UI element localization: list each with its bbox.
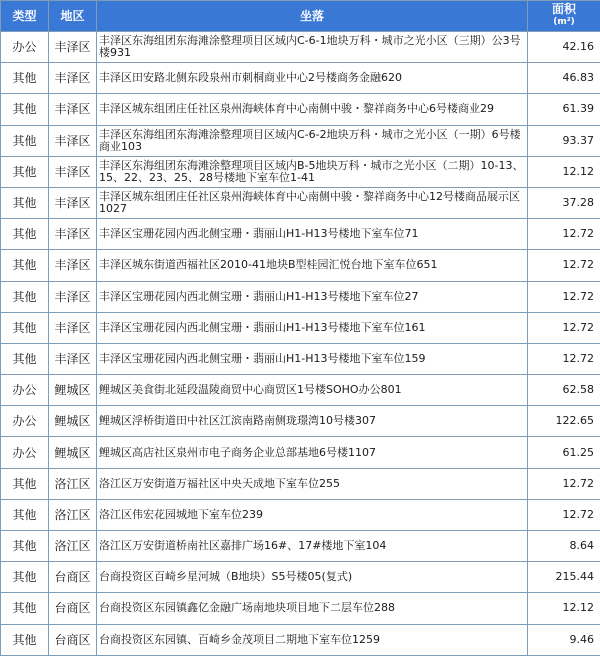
cell-location: 台商投资区东园镇鑫亿金融广场南地块项目地下二层车位288	[97, 593, 528, 624]
cell-location: 洛江区万安街道万福社区中央天成地下室车位255	[97, 468, 528, 499]
cell-type: 办公	[1, 32, 49, 63]
cell-district: 丰泽区	[49, 250, 97, 281]
cell-type: 其他	[1, 156, 49, 187]
cell-type: 其他	[1, 531, 49, 562]
table-row	[1, 624, 600, 655]
header-district: 地区	[49, 1, 97, 32]
cell-district: 丰泽区	[49, 63, 97, 94]
table-row	[1, 250, 600, 281]
cell-area: 12.72	[528, 281, 600, 312]
cell-type: 其他	[1, 281, 49, 312]
cell-district: 洛江区	[49, 531, 97, 562]
header-area-label: 面积	[552, 2, 576, 16]
cell-area: 62.58	[528, 375, 600, 406]
cell-type: 办公	[1, 406, 49, 437]
header-area-unit: (m²)	[530, 16, 598, 29]
cell-type: 办公	[1, 437, 49, 468]
cell-type: 其他	[1, 499, 49, 530]
cell-type: 其他	[1, 94, 49, 125]
table-row	[1, 187, 600, 218]
cell-area: 46.83	[528, 63, 600, 94]
table-row	[1, 32, 600, 63]
cell-area: 12.72	[528, 343, 600, 374]
cell-area: 9.46	[528, 624, 600, 655]
cell-district: 丰泽区	[49, 156, 97, 187]
table-row	[1, 343, 600, 374]
cell-district: 丰泽区	[49, 312, 97, 343]
cell-area: 12.72	[528, 250, 600, 281]
cell-location: 鲤城区浮桥街道田中社区江滨南路南侧珑璟湾10号楼307	[97, 406, 528, 437]
table-row	[1, 437, 600, 468]
cell-type: 其他	[1, 624, 49, 655]
cell-district: 台商区	[49, 562, 97, 593]
cell-location: 丰泽区宝珊花园内西北侧宝珊・翡丽山H1-H13号楼地下室车位159	[97, 343, 528, 374]
table-row	[1, 312, 600, 343]
cell-type: 办公	[1, 375, 49, 406]
cell-area: 12.72	[528, 312, 600, 343]
cell-location: 丰泽区城东组团庄任社区泉州海峡体育中心南侧中骏・黎祥商务中心6号楼商业29	[97, 94, 528, 125]
table-row	[1, 375, 600, 406]
table-row	[1, 281, 600, 312]
table-row	[1, 125, 600, 156]
cell-district: 丰泽区	[49, 125, 97, 156]
cell-location: 丰泽区城东街道西福社区2010-41地块B型桂园汇悦台地下室车位651	[97, 250, 528, 281]
cell-location: 台商投资区东园镇、百崎乡金茂项目二期地下室车位1259	[97, 624, 528, 655]
cell-location: 台商投资区百崎乡星河城（B地块）S5号楼05(复式)	[97, 562, 528, 593]
cell-location: 洛江区万安街道桥南社区嘉排广场16#、17#楼地下室104	[97, 531, 528, 562]
cell-area: 12.72	[528, 499, 600, 530]
header-area	[528, 1, 600, 32]
header-location: 坐落	[97, 1, 528, 32]
table-row	[1, 562, 600, 593]
cell-district: 丰泽区	[49, 187, 97, 218]
cell-location: 鲤城区高店社区泉州市电子商务企业总部基地6号楼1107	[97, 437, 528, 468]
cell-type: 其他	[1, 312, 49, 343]
table-row	[1, 156, 600, 187]
cell-type: 其他	[1, 63, 49, 94]
cell-type: 其他	[1, 187, 49, 218]
table-row	[1, 94, 600, 125]
cell-type: 其他	[1, 343, 49, 374]
cell-location: 丰泽区城东组团庄任社区泉州海峡体育中心南侧中骏・黎祥商务中心12号楼商品展示区1027	[97, 187, 528, 218]
cell-location: 丰泽区东海组团东海滩涂整理项目区域内C-6-1地块万科・城市之光小区（三期）公3号楼931	[97, 32, 528, 63]
cell-location: 丰泽区东海组团东海滩涂整理项目区域内B-5地块万科・城市之光小区（二期）10-13、15、22、23、25、28号楼地下室车位1-41	[97, 156, 528, 187]
cell-area: 61.25	[528, 437, 600, 468]
cell-district: 丰泽区	[49, 343, 97, 374]
cell-district: 鲤城区	[49, 437, 97, 468]
cell-district: 丰泽区	[49, 94, 97, 125]
cell-area: 8.64	[528, 531, 600, 562]
cell-location: 丰泽区宝珊花园内西北侧宝珊・翡丽山H1-H13号楼地下室车位27	[97, 281, 528, 312]
table-row	[1, 63, 600, 94]
cell-area: 215.44	[528, 562, 600, 593]
cell-area: 37.28	[528, 187, 600, 218]
cell-location: 丰泽区宝珊花园内西北侧宝珊・翡丽山H1-H13号楼地下室车位71	[97, 219, 528, 250]
cell-area: 12.12	[528, 156, 600, 187]
table-row	[1, 531, 600, 562]
cell-location: 洛江区伟宏花园城地下室车位239	[97, 499, 528, 530]
cell-type: 其他	[1, 468, 49, 499]
cell-area: 42.16	[528, 32, 600, 63]
cell-area: 12.12	[528, 593, 600, 624]
cell-district: 丰泽区	[49, 281, 97, 312]
cell-district: 台商区	[49, 593, 97, 624]
cell-type: 其他	[1, 250, 49, 281]
cell-type: 其他	[1, 125, 49, 156]
table-row	[1, 593, 600, 624]
table-row	[1, 468, 600, 499]
cell-area: 93.37	[528, 125, 600, 156]
cell-area: 12.72	[528, 468, 600, 499]
cell-area: 61.39	[528, 94, 600, 125]
table-row	[1, 406, 600, 437]
cell-type: 其他	[1, 219, 49, 250]
cell-area: 12.72	[528, 219, 600, 250]
cell-district: 洛江区	[49, 468, 97, 499]
cell-district: 台商区	[49, 624, 97, 655]
cell-district: 丰泽区	[49, 32, 97, 63]
cell-district: 鲤城区	[49, 406, 97, 437]
cell-district: 丰泽区	[49, 219, 97, 250]
cell-location: 丰泽区宝珊花园内西北侧宝珊・翡丽山H1-H13号楼地下室车位161	[97, 312, 528, 343]
header-type: 类型	[1, 1, 49, 32]
cell-location: 丰泽区田安路北侧东段泉州市刺桐商业中心2号楼商务金融620	[97, 63, 528, 94]
cell-type: 其他	[1, 593, 49, 624]
cell-type: 其他	[1, 562, 49, 593]
cell-location: 鲤城区美食街北延段温陵商贸中心商贸区1号楼SOHO办公801	[97, 375, 528, 406]
cell-district: 洛江区	[49, 499, 97, 530]
table-row	[1, 499, 600, 530]
cell-area: 122.65	[528, 406, 600, 437]
table-row	[1, 219, 600, 250]
cell-district: 鲤城区	[49, 375, 97, 406]
cell-location: 丰泽区东海组团东海滩涂整理项目区域内C-6-2地块万科・城市之光小区（一期）6号楼商业103	[97, 125, 528, 156]
table-header-row	[1, 1, 600, 32]
